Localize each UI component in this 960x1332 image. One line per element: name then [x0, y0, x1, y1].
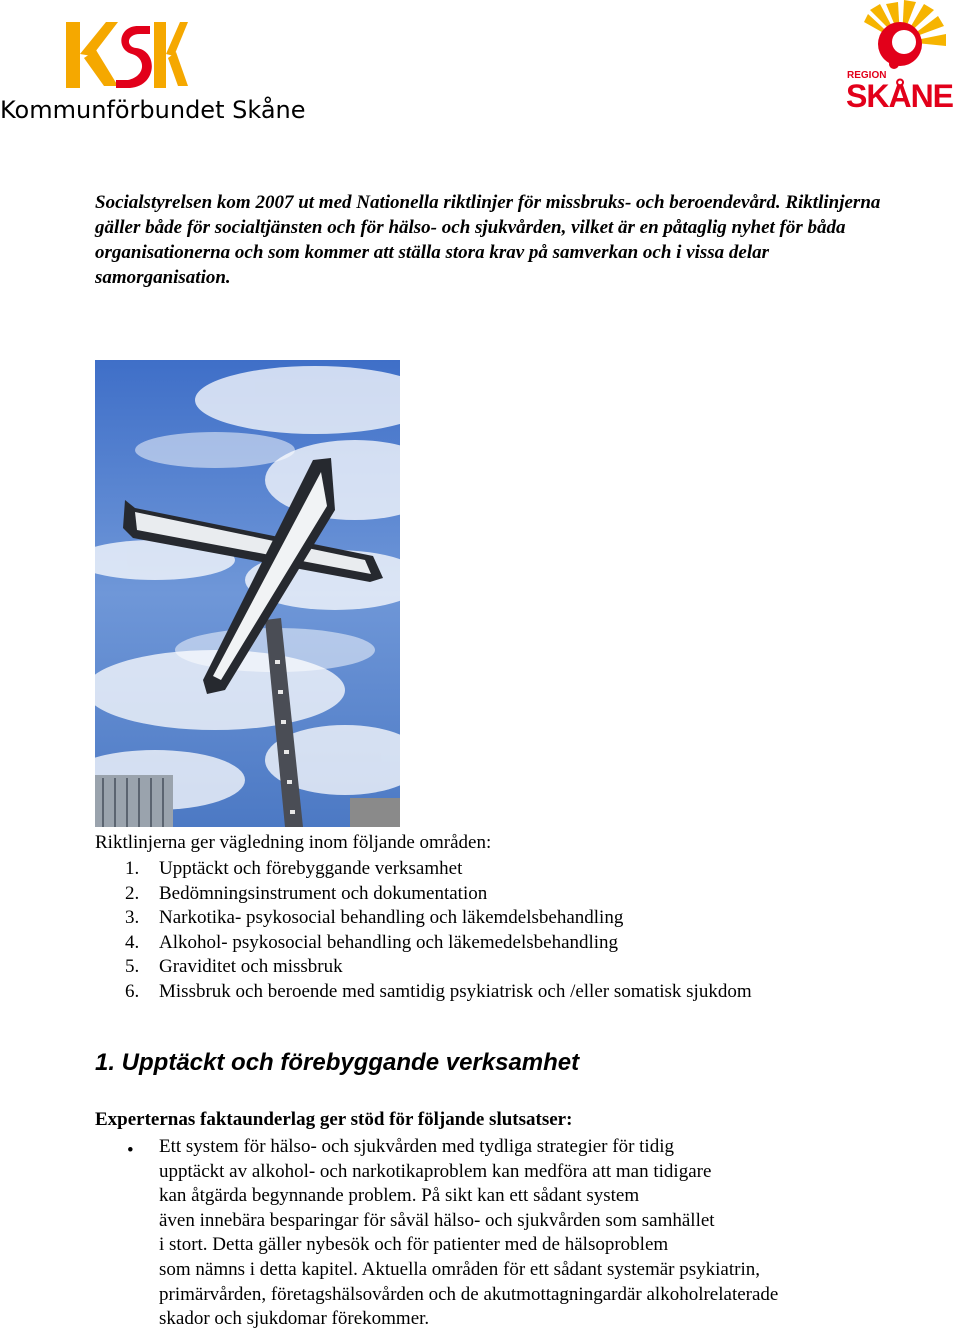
- areas-list: [95, 857, 752, 1005]
- ksk-logo-mark: [66, 20, 188, 94]
- list-item: 5. Graviditet och missbruk: [125, 956, 343, 978]
- bullet-paragraph: [159, 1135, 879, 1332]
- bullet-symbol: •: [127, 1140, 134, 1161]
- road-sign-photo: [95, 360, 400, 827]
- list-item: 4. Alkohol- psykosocial behandling och läkemedelsbehandling: [125, 931, 619, 953]
- intro-paragraph: Socialstyrelsen kom 2007 ut med Nationella riktlinjer för missbruks- och beroendevård. Riktlinjerna gäller både för socialtjänsten och för hälso- och sjukvården, vilket är en påtaglig nyhet för båda organisationerna och som kommer att ställa stora krav på samverkan och i vissa delar samorganisation.: [95, 192, 881, 288]
- ksk-logo-name: Kommunförbundet Skåne: [0, 96, 306, 124]
- section-heading: 1. Upptäckt och förebyggande verksamhet: [95, 1049, 580, 1076]
- experts-heading: Experternas faktaunderlag ger stöd för följande slutsatser:: [95, 1109, 573, 1130]
- bullet-line: primärvården, företagshälsovården och de akutmottagningardär alkoholrelaterade: [159, 1283, 779, 1305]
- region-label: REGION: [847, 70, 887, 81]
- list-item: 1. Upptäckt och förebyggande verksamhet: [125, 858, 463, 879]
- region-skane-sun-mark: [842, 0, 960, 78]
- bullet-line: upptäckt av alkohol- och narkotikaproblem kan medföra att man tidigare: [159, 1160, 712, 1182]
- bullet-line: även innebära besparingar för såväl hälso- och sjukvården som samhället: [159, 1209, 715, 1231]
- bullet-line: skador och sjukdomar förekommer.: [159, 1308, 430, 1330]
- list-item: 2. Bedömningsinstrument och dokumentation: [125, 882, 488, 904]
- bullet-line: som nämns i detta kapitel. Aktuella områden för ett sådant systemär psykiatrin,: [159, 1258, 760, 1280]
- skane-wordmark: SKÅNE: [846, 78, 954, 114]
- bullet-line: Ett system för hälso- och sjukvården med tydliga strategier för tidig: [159, 1136, 674, 1157]
- bullet-line: i stort. Detta gäller nybesök och för patienter med de hälsoproblem: [159, 1234, 669, 1256]
- bullet-line: kan åtgärda begynnande problem. På sikt kan ett sådant system: [159, 1185, 640, 1207]
- areas-title: Riktlinjerna ger vägledning inom följande områden:: [95, 832, 492, 853]
- region-skane-logo: [842, 0, 960, 112]
- list-item: 3. Narkotika- psykosocial behandling och läkemdelsbehandling: [125, 907, 624, 929]
- list-item: 6. Missbruk och beroende med samtidig psykiatrisk och /eller somatisk sjukdom: [125, 980, 752, 1002]
- ksk-logo: [0, 14, 306, 124]
